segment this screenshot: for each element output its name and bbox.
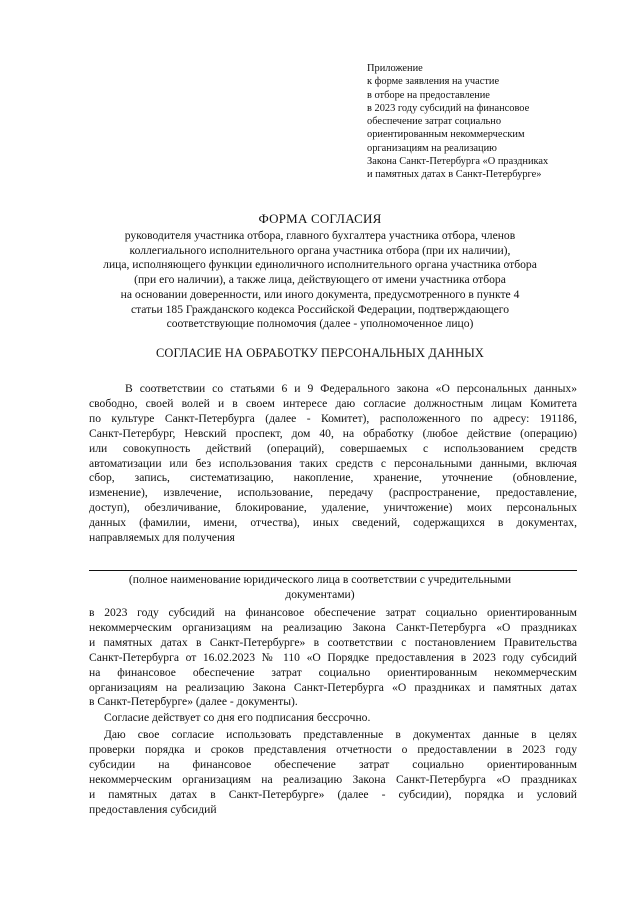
- form-subtitle-line: статьи 185 Гражданского кодекса Российской Федерации, подтверждающего: [130, 302, 510, 316]
- appendix-line: к форме заявления на участие: [367, 76, 500, 88]
- form-subtitle-line: на основании доверенности, или иного документа, предусмотренного в пункте 4: [120, 287, 520, 301]
- note-line: (полное наименование юридического лица в соответствии с учредительными: [128, 573, 512, 586]
- paragraph-line: на финансовое обеспечение затрат социально ориентированным некоммерческим: [89, 665, 577, 679]
- paragraph-line: в Санкт-Петербурге» (далее - документы).: [89, 695, 298, 709]
- form-subtitle-line: лица, исполняющего функции единоличного исполнительного органа участника отбора: [103, 258, 537, 272]
- appendix-line: ориентированным некоммерческим: [367, 129, 525, 141]
- paragraph-line: и памятных датах в Санкт-Петербурге» в соответствии с постановлением Правительства: [89, 635, 577, 649]
- form-subtitle-line: (при его наличии), а также лица, действующего от имени участника отбора: [134, 273, 506, 287]
- paragraph-line: Санкт-Петербурга от 16.02.2023 № 110 «О Порядке предоставления в 2023 году субсидий: [89, 650, 577, 664]
- form-subtitle: [0, 229, 640, 332]
- paragraph-line: изменение), извлечение, использование, передачу (распространение, предоставление,: [89, 486, 577, 500]
- paragraph-line: доступ), обезличивание, блокирование, удаление, уничтожение) моих персональных: [89, 501, 577, 515]
- paragraph-line: Санкт-Петербург, Невский проспект, дом 40, на обработку (любое действие (операцию): [89, 426, 577, 440]
- appendix-line: в отборе на предоставление: [367, 89, 490, 101]
- fill-in-line: [89, 570, 577, 571]
- fill-in-note: [0, 573, 640, 603]
- appendix-line: обеспечение затрат социально: [367, 116, 502, 128]
- paragraph-validity: Согласие действует со дня его подписания бессрочно.: [104, 711, 371, 724]
- appendix-line: и памятных датах в Санкт-Петербурге»: [367, 169, 542, 181]
- paragraph-line: некоммерческим организациям на реализацию Закона Санкт-Петербурга «О праздниках: [89, 772, 577, 786]
- paragraph-consent-basis: [89, 382, 577, 546]
- appendix-block: [367, 62, 597, 182]
- paragraph-line: проверки порядка и сроков представления отчетности о предоставлении в 2023 году: [89, 742, 577, 756]
- paragraph-line: свободно, своей волей и в своем интересе даю согласие должностным лицам Комитета: [89, 396, 577, 410]
- appendix-line: Закона Санкт-Петербурга «О праздниках: [367, 156, 549, 168]
- paragraph-line: направляемых для получения: [89, 531, 235, 545]
- paragraph-line: В соответствии со статьями 6 и 9 Федерального закона «О персональных данных»: [125, 382, 577, 395]
- note-line: документами): [285, 587, 355, 601]
- form-title: ФОРМА СОГЛАСИЯ: [258, 211, 382, 226]
- form-subtitle-line: руководителя участника отбора, главного бухгалтера участника отбора, членов: [124, 229, 516, 242]
- paragraph-line: субсидии на финансовое обеспечение затрат социально ориентированным: [89, 757, 577, 771]
- appendix-line: в 2023 году субсидий на финансовое: [367, 102, 530, 114]
- paragraph-line: сбор, запись, систематизацию, накопление, хранение, уточнение (обновление,: [89, 471, 577, 485]
- appendix-line: Приложение: [367, 63, 423, 74]
- paragraph-line: предоставления субсидий: [89, 802, 217, 816]
- paragraph-line: или совокупность действий (операций), совершаемых с использованием средств: [89, 441, 577, 455]
- form-subtitle-line: соответствующие полномочия (далее - уполномоченное лицо): [166, 317, 474, 331]
- paragraph-line: по культуре Санкт-Петербурга (далее - Комитет), расположенного по адресу: 191186,: [89, 411, 577, 425]
- paragraph-line: в 2023 году субсидий на финансовое обеспечение затрат социально ориентированным: [89, 606, 577, 619]
- paragraph-line: данных (фамилии, имени, отчества), иных сведений, содержащихся в документах,: [89, 516, 577, 530]
- paragraph-line: автоматизации или без использования таких средств с персональными данными, включая: [89, 456, 577, 470]
- paragraph-line: некоммерческим организациям на реализацию Закона Санкт-Петербурга «О праздниках: [89, 620, 577, 634]
- paragraph-data-use-consent: [89, 728, 577, 817]
- paragraph-line: организациям на реализацию Закона Санкт-Петербурга «О праздниках и памятных датах: [89, 680, 577, 694]
- paragraph-line: и памятных датах в Санкт-Петербурге» (далее - субсидии), порядка и условий: [89, 787, 577, 801]
- form-subtitle-line: коллегиального исполнительного органа участника отбора (при их наличии),: [129, 243, 511, 257]
- appendix-line: организациям на реализацию: [367, 142, 497, 154]
- paragraph-subsidy-purpose: [89, 606, 577, 710]
- paragraph-line: Даю свое согласие использовать представленные в документах данные в целях: [104, 728, 577, 741]
- consent-title: СОГЛАСИЕ НА ОБРАБОТКУ ПЕРСОНАЛЬНЫХ ДАННЫХ: [156, 346, 484, 360]
